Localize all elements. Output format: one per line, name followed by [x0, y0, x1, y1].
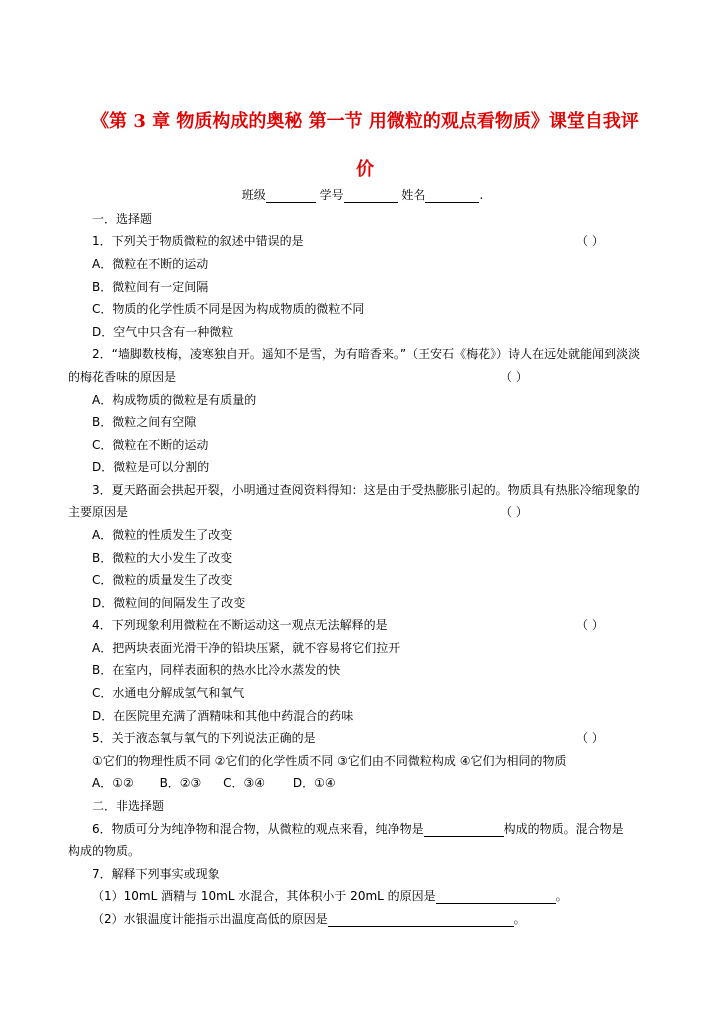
q4-option-d: D．在医院里充满了酒精味和其他中药混合的药味: [92, 709, 354, 723]
q4-stem: 4．下列现象利用微粒在不断运动这一观点无法解释的是: [92, 618, 388, 632]
q3-option-c: C．微粒的质量发生了改变: [92, 573, 233, 587]
q3-stem-line-1: 3．夏天路面会拱起开裂，小明通过查阅资料得知：这是由于受热膨胀引起的。物质具有热胀冷缩现象的: [92, 483, 640, 497]
q5-options: [92, 774, 336, 791]
student-info: [0, 186, 725, 203]
q6-blank-1[interactable]: [424, 824, 504, 837]
q1-option-a: A．微粒在不断的运动: [92, 257, 209, 271]
q1-option-c: C．物质的化学性质不同是因为构成物质的微粒不同: [92, 302, 365, 316]
page-title: [60, 98, 670, 194]
section-2-heading: 二．非选择题: [92, 799, 165, 813]
q7-sub-2: [92, 910, 526, 927]
q6-part-2: 构成的物质。混合物是: [503, 822, 624, 836]
class-blank[interactable]: [266, 190, 316, 203]
q3-option-b: B．微粒的大小发生了改变: [92, 551, 233, 565]
q3-stem-line-2: 主要原因是: [68, 505, 129, 519]
q7-sub-2-end: 。: [513, 912, 526, 926]
name-blank[interactable]: [425, 190, 479, 203]
info-end: .: [479, 188, 484, 202]
q4-answer-paren[interactable]: （ ）: [576, 618, 604, 632]
q3-option-d: D．微粒间的间隔发生了改变: [92, 596, 246, 610]
q2-option-b: B．微粒之间有空隙: [92, 415, 197, 429]
q1-option-d: D．空气中只含有一种微粒: [92, 325, 234, 339]
q5-statements: ①它们的物理性质不同 ②它们的化学性质不同 ③它们由不同微粒构成 ④它们为相同的物质: [92, 754, 567, 768]
q4-option-c: C．水通电分解成氢气和氧气: [92, 686, 245, 700]
q7-sub-1-text: （1）10mL 酒精与 10mL 水混合，其体积小于 20mL 的原因是: [92, 889, 436, 903]
q5-option-b: B．②③: [159, 776, 202, 790]
q1-stem: 1．下列关于物质微粒的叙述中错误的是: [92, 234, 304, 248]
q5-option-a: A．①②: [92, 776, 134, 790]
q7-stem: 7．解释下列事实或现象: [92, 867, 220, 881]
q4-option-a: A．把两块表面光滑干净的铅块压紧，就不容易将它们拉开: [92, 641, 401, 655]
q4-option-b: B．在室内，同样表面积的热水比冷水蒸发的快: [92, 663, 341, 677]
q2-answer-paren[interactable]: （ ）: [500, 370, 528, 384]
q3-answer-paren[interactable]: （ ）: [500, 505, 528, 519]
class-label: 班级: [241, 188, 266, 202]
q6-line-1: [92, 820, 624, 837]
q2-stem-line-1: 2．“墙脚数枝梅，凌寒独自开。遥知不是雪，为有暗香来。”（王安石《梅花》）诗人在远处就能闻到淡淡: [92, 347, 641, 361]
q7-sub-2-blank[interactable]: [328, 914, 514, 927]
q6-part-1: 6．物质可分为纯净物和混合物，从微粒的观点来看，纯净物是: [92, 822, 424, 836]
q7-sub-1-end: 。: [555, 889, 568, 903]
number-blank[interactable]: [344, 190, 398, 203]
number-label: 学号: [319, 188, 344, 202]
name-label: 姓名: [401, 188, 426, 202]
q5-option-c: C．③④: [223, 776, 266, 790]
q2-option-a: A．构成物质的微粒是有质量的: [92, 393, 257, 407]
q2-option-c: C．微粒在不断的运动: [92, 438, 209, 452]
title-line-1: 《第 3 章 物质构成的奥秘 第一节 用微粒的观点看物质》课堂自我评: [91, 111, 639, 132]
q2-stem-line-2: 的梅花香味的原因是: [68, 370, 177, 384]
q7-sub-2-text: （2）水银温度计能指示出温度高低的原因是: [92, 912, 328, 926]
q5-answer-paren[interactable]: （ ）: [576, 731, 604, 745]
q5-stem: 5．关于液态氧与氧气的下列说法正确的是: [92, 731, 316, 745]
q1-answer-paren[interactable]: （ ）: [576, 234, 604, 248]
title-line-2: 价: [356, 159, 374, 180]
q7-sub-1-blank[interactable]: [436, 891, 556, 904]
q2-option-d: D．微粒是可以分割的: [92, 460, 210, 474]
q1-option-b: B．微粒间有一定间隔: [92, 280, 209, 294]
q6-line-2: 构成的物质。: [68, 844, 141, 858]
q7-sub-1: [92, 887, 568, 904]
section-1-heading: 一．选择题: [92, 212, 153, 226]
q5-option-d: D．①④: [292, 776, 336, 790]
q3-option-a: A．微粒的性质发生了改变: [92, 528, 233, 542]
